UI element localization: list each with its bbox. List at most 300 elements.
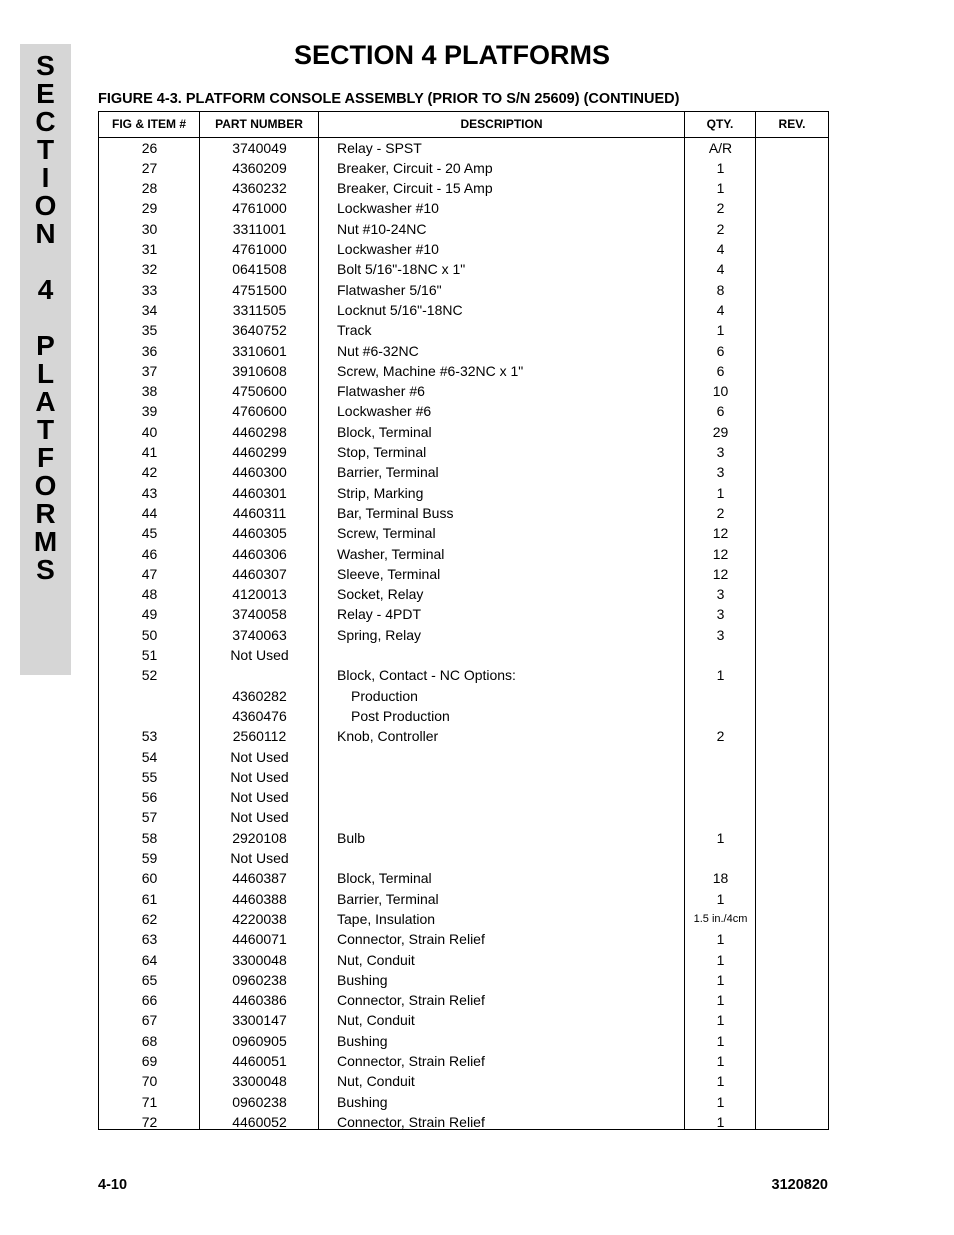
side-tab-letter: O xyxy=(34,190,57,221)
cell-description: Connector, Strain Relief xyxy=(337,992,485,1009)
cell-part-number: 4460307 xyxy=(232,565,287,582)
table-row xyxy=(99,1051,828,1071)
table-row xyxy=(99,990,828,1010)
cell-rev xyxy=(756,1112,829,1132)
cell-item: 48 xyxy=(141,586,158,603)
cell-rev xyxy=(756,544,829,564)
cell-qty xyxy=(685,645,756,665)
table-row xyxy=(99,645,828,665)
cell-part-number: 4460306 xyxy=(232,545,287,562)
cell-description: Sleeve, Terminal xyxy=(337,565,441,582)
cell-rev xyxy=(756,523,829,543)
cell-rev xyxy=(756,341,829,361)
cell-description: Connector, Strain Relief xyxy=(337,1113,485,1130)
cell-rev xyxy=(756,503,829,523)
cell-description: Lockwasher #10 xyxy=(337,241,439,257)
table-row xyxy=(99,523,828,543)
cell-item: 38 xyxy=(141,383,158,400)
cell-part-number: 3740063 xyxy=(232,626,287,643)
table-row xyxy=(99,361,828,381)
cell-rev xyxy=(756,259,829,279)
cell-rev xyxy=(756,767,829,787)
cell-description: Relay - SPST xyxy=(337,139,422,156)
table-row xyxy=(99,1031,828,1051)
cell-rev xyxy=(756,807,829,827)
side-tab-letter: T xyxy=(36,134,55,165)
cell-part-number: 4750600 xyxy=(232,383,287,400)
cell-description xyxy=(337,747,677,767)
cell-qty: 1 xyxy=(716,322,725,339)
side-tab-letter: R xyxy=(35,498,56,529)
side-tab-letter: F xyxy=(36,442,55,473)
cell-description: Bar, Terminal Buss xyxy=(337,504,454,521)
cell-rev xyxy=(756,178,829,198)
side-tab-letter: C xyxy=(35,106,56,137)
cell-rev xyxy=(756,1092,829,1112)
cell-qty: 6 xyxy=(716,362,725,379)
cell-description: Nut, Conduit xyxy=(337,951,415,968)
cell-item: 68 xyxy=(141,1032,158,1049)
table-row xyxy=(99,483,828,503)
cell-description: Bushing xyxy=(337,1032,388,1049)
table-row xyxy=(99,665,828,685)
cell-description: Connector, Strain Relief xyxy=(337,1053,485,1069)
side-tab-letter: A xyxy=(35,386,56,417)
table-row xyxy=(99,462,828,482)
cell-part-number: 0960238 xyxy=(232,971,287,988)
cell-rev xyxy=(756,1051,829,1071)
cell-qty xyxy=(685,848,756,868)
cell-rev xyxy=(756,1071,829,1091)
cell-item: 32 xyxy=(141,261,158,278)
cell-description: Lockwasher #6 xyxy=(337,403,432,420)
cell-rev xyxy=(756,219,829,239)
table-row xyxy=(99,787,828,807)
cell-rev xyxy=(756,686,829,706)
column-header-rev: REV. xyxy=(778,117,806,131)
cell-rev xyxy=(756,280,829,300)
cell-description: Nut, Conduit xyxy=(337,1012,415,1029)
cell-description xyxy=(337,787,677,807)
cell-item: 31 xyxy=(141,241,158,257)
cell-item: 45 xyxy=(141,525,158,542)
side-tab-letter: E xyxy=(36,78,55,109)
cell-item: 62 xyxy=(141,910,158,927)
cell-item: 55 xyxy=(141,768,158,785)
cell-rev xyxy=(756,361,829,381)
cell-qty xyxy=(685,747,756,767)
cell-qty: 1 xyxy=(716,890,725,907)
table-row xyxy=(99,239,828,259)
side-tab-letter: 4 xyxy=(37,274,54,305)
cell-item: 64 xyxy=(141,951,158,968)
side-tab-letter: M xyxy=(33,526,58,557)
cell-item: 26 xyxy=(141,139,158,156)
cell-qty xyxy=(685,706,756,726)
cell-description: Breaker, Circuit - 20 Amp xyxy=(337,159,493,176)
cell-item: 34 xyxy=(141,301,158,318)
cell-part-number: 4220038 xyxy=(232,910,287,927)
table-row xyxy=(99,970,828,990)
cell-item: 42 xyxy=(141,464,158,481)
table-row xyxy=(99,544,828,564)
cell-rev xyxy=(756,706,829,726)
table-row xyxy=(99,726,828,746)
cell-part-number: 3310601 xyxy=(232,342,287,359)
cell-part-number: 4460311 xyxy=(232,504,287,521)
section-title: SECTION 4 PLATFORMS xyxy=(294,40,611,70)
cell-rev xyxy=(756,970,829,990)
table-row xyxy=(99,889,828,909)
cell-item: 52 xyxy=(141,667,158,684)
cell-qty xyxy=(685,767,756,787)
cell-qty: 2 xyxy=(716,200,725,217)
cell-part-number: Not Used xyxy=(230,850,289,866)
cell-part-number: 4360282 xyxy=(232,687,287,704)
cell-part-number: Not Used xyxy=(230,809,289,826)
cell-item: 69 xyxy=(141,1053,158,1069)
column-header-part-number: PART NUMBER xyxy=(215,117,303,131)
cell-rev xyxy=(756,787,829,807)
cell-description: Spring, Relay xyxy=(337,626,422,643)
column-header-qty: QTY. xyxy=(706,117,734,131)
side-tab-letter: T xyxy=(36,414,55,445)
cell-rev xyxy=(756,950,829,970)
table-row xyxy=(99,604,828,624)
cell-qty: 12 xyxy=(712,565,729,582)
table-row xyxy=(99,686,828,706)
cell-item: 49 xyxy=(141,606,158,623)
cell-part-number: 4360476 xyxy=(232,707,287,724)
cell-part-number: 3311001 xyxy=(232,220,287,237)
cell-rev xyxy=(756,198,829,218)
table-row xyxy=(99,401,828,421)
cell-part-number: 4460299 xyxy=(232,444,287,460)
cell-item: 29 xyxy=(141,200,158,217)
cell-item: 43 xyxy=(141,484,158,501)
cell-part-number: 3300048 xyxy=(232,951,287,968)
cell-description: Bushing xyxy=(337,1093,388,1110)
cell-part-number: 4460386 xyxy=(232,992,287,1009)
cell-rev xyxy=(756,889,829,909)
cell-description: Lockwasher #10 xyxy=(337,200,439,217)
table-row xyxy=(99,706,828,726)
table-row xyxy=(99,198,828,218)
cell-description: Bolt 5/16"-18NC x 1" xyxy=(337,261,466,278)
cell-description: Tape, Insulation xyxy=(337,910,436,927)
cell-item: 61 xyxy=(141,890,158,907)
column-header-item: FIG & ITEM # xyxy=(111,117,186,131)
cell-item: 40 xyxy=(141,423,158,440)
cell-part-number: 0960238 xyxy=(232,1093,287,1110)
column-header-description: DESCRIPTION xyxy=(460,117,543,131)
cell-qty: 3 xyxy=(716,586,725,603)
cell-rev xyxy=(756,158,829,178)
cell-qty: 8 xyxy=(716,281,725,298)
cell-description: Post Production xyxy=(351,707,450,724)
cell-description xyxy=(337,848,677,868)
cell-part-number: 4761000 xyxy=(232,200,287,217)
cell-part-number: 4360209 xyxy=(232,159,287,176)
cell-description: Locknut 5/16"-18NC xyxy=(337,301,463,318)
parts-table xyxy=(98,111,829,1130)
cell-qty: 1 xyxy=(716,1032,725,1049)
cell-qty: 2 xyxy=(716,728,725,745)
cell-part-number: 3740049 xyxy=(232,139,287,156)
cell-part-number: 4460300 xyxy=(232,464,287,481)
cell-qty xyxy=(685,787,756,807)
table-row xyxy=(99,503,828,523)
cell-part-number: 2920108 xyxy=(232,829,287,846)
cell-item: 59 xyxy=(141,850,158,866)
cell-part-number: 4760600 xyxy=(232,403,287,420)
cell-rev xyxy=(756,726,829,746)
side-tab-letter: P xyxy=(36,330,55,361)
cell-rev xyxy=(756,320,829,340)
cell-part-number: 4751500 xyxy=(232,281,287,298)
cell-item: 47 xyxy=(141,565,158,582)
cell-qty: 1 xyxy=(716,971,725,988)
cell-description: Screw, Terminal xyxy=(337,525,436,542)
table-row xyxy=(99,341,828,361)
cell-qty: 1 xyxy=(716,1073,725,1090)
cell-description: Washer, Terminal xyxy=(337,545,445,562)
cell-part-number: 4460388 xyxy=(232,890,287,907)
table-row xyxy=(99,1112,828,1132)
cell-part-number: Not Used xyxy=(230,789,289,806)
cell-item: 63 xyxy=(141,931,158,948)
side-tab-letter: S xyxy=(36,50,55,81)
cell-part-number: Not Used xyxy=(230,748,289,765)
table-row xyxy=(99,564,828,584)
cell-rev xyxy=(756,645,829,665)
cell-qty: 2 xyxy=(716,220,725,237)
cell-description: Breaker, Circuit - 15 Amp xyxy=(337,180,493,197)
cell-description: Nut #10-24NC xyxy=(337,220,427,237)
cell-rev xyxy=(756,381,829,401)
cell-part-number xyxy=(200,665,319,685)
cell-qty: 4 xyxy=(716,301,725,318)
section-side-tab xyxy=(20,44,71,675)
table-row xyxy=(99,929,828,949)
cell-part-number: 3740058 xyxy=(232,606,287,623)
cell-qty: 18 xyxy=(712,870,729,887)
cell-part-number: 3640752 xyxy=(232,322,287,339)
cell-item: 44 xyxy=(141,504,158,521)
side-tab-letters xyxy=(20,52,71,584)
table-row xyxy=(99,1092,828,1112)
cell-qty: 1 xyxy=(716,829,725,846)
cell-item xyxy=(99,686,200,706)
cell-description: Block, Contact - NC Options: xyxy=(337,667,516,684)
cell-qty: 3 xyxy=(716,606,725,623)
cell-item: 36 xyxy=(141,342,158,359)
cell-item: 53 xyxy=(141,728,158,745)
cell-description: Strip, Marking xyxy=(337,484,424,501)
cell-rev xyxy=(756,909,829,929)
table-row xyxy=(99,828,828,848)
cell-part-number: 0960905 xyxy=(232,1032,287,1049)
cell-item: 54 xyxy=(141,748,158,765)
cell-item: 39 xyxy=(141,403,158,420)
cell-qty xyxy=(685,807,756,827)
cell-description: Block, Terminal xyxy=(337,423,432,440)
cell-qty: 2 xyxy=(716,504,725,521)
cell-item: 30 xyxy=(141,220,158,237)
cell-part-number: 4460301 xyxy=(232,484,287,501)
table-row xyxy=(99,1071,828,1091)
table-row xyxy=(99,807,828,827)
table-row xyxy=(99,422,828,442)
cell-qty: 1 xyxy=(716,159,725,176)
cell-item: 41 xyxy=(141,444,158,460)
cell-qty: 12 xyxy=(712,525,729,542)
cell-description: Connector, Strain Relief xyxy=(337,931,485,948)
cell-item: 70 xyxy=(141,1073,158,1090)
cell-rev xyxy=(756,239,829,259)
cell-qty: 1 xyxy=(716,1113,725,1130)
cell-part-number: 3300147 xyxy=(232,1012,287,1029)
cell-item: 58 xyxy=(141,829,158,846)
table-row xyxy=(99,158,828,178)
cell-rev xyxy=(756,300,829,320)
table-row xyxy=(99,320,828,340)
cell-item: 50 xyxy=(141,626,158,643)
cell-rev xyxy=(756,401,829,421)
cell-part-number: 4120013 xyxy=(232,586,287,603)
cell-rev xyxy=(756,138,829,158)
cell-rev xyxy=(756,462,829,482)
cell-qty: 3 xyxy=(716,444,725,460)
cell-item: 33 xyxy=(141,281,158,298)
side-tab-letter xyxy=(20,248,71,276)
cell-qty: 10 xyxy=(712,383,729,400)
cell-qty: 1 xyxy=(716,931,725,948)
cell-part-number: 0641508 xyxy=(232,261,287,278)
cell-qty: 3 xyxy=(716,626,725,643)
cell-part-number: 3311505 xyxy=(232,301,287,318)
cell-rev xyxy=(756,868,829,888)
cell-item: 51 xyxy=(141,647,158,663)
cell-qty: 1 xyxy=(716,1053,725,1069)
table-row xyxy=(99,300,828,320)
cell-qty: 1 xyxy=(716,667,725,684)
table-row xyxy=(99,280,828,300)
cell-rev xyxy=(756,1010,829,1030)
cell-rev xyxy=(756,442,829,462)
side-tab-letter: N xyxy=(35,218,56,249)
cell-qty xyxy=(685,686,756,706)
cell-part-number: 4460051 xyxy=(232,1053,287,1069)
cell-part-number: 4761000 xyxy=(232,241,287,257)
table-row xyxy=(99,868,828,888)
cell-rev xyxy=(756,1031,829,1051)
table-row xyxy=(99,178,828,198)
cell-description xyxy=(337,767,677,787)
cell-part-number: 3300048 xyxy=(232,1073,287,1090)
cell-item: 67 xyxy=(141,1012,158,1029)
cell-description: Flatwasher 5/16" xyxy=(337,281,442,298)
side-tab-letter: S xyxy=(36,554,55,585)
table-row xyxy=(99,767,828,787)
table-row xyxy=(99,950,828,970)
cell-description: Nut #6-32NC xyxy=(337,342,419,359)
cell-description: Barrier, Terminal xyxy=(337,890,439,907)
cell-rev xyxy=(756,564,829,584)
cell-rev xyxy=(756,625,829,645)
cell-item: 71 xyxy=(141,1093,158,1110)
cell-part-number: 3910608 xyxy=(232,362,287,379)
cell-qty: 1 xyxy=(716,951,725,968)
cell-qty: A/R xyxy=(708,139,733,156)
table-row xyxy=(99,1010,828,1030)
cell-qty: 1 xyxy=(716,484,725,501)
cell-description: Flatwasher #6 xyxy=(337,383,425,400)
cell-rev xyxy=(756,584,829,604)
cell-description: Socket, Relay xyxy=(337,586,424,603)
cell-item: 28 xyxy=(141,180,158,197)
cell-rev xyxy=(756,422,829,442)
cell-qty: 1.5 in./4cm xyxy=(693,912,748,925)
cell-rev xyxy=(756,929,829,949)
cell-description: Nut, Conduit xyxy=(337,1073,415,1090)
cell-qty: 4 xyxy=(716,241,725,257)
cell-part-number: Not Used xyxy=(230,647,289,663)
cell-description: Screw, Machine #6-32NC x 1" xyxy=(337,362,524,379)
side-tab-letter xyxy=(20,304,71,332)
cell-part-number: 2560112 xyxy=(232,728,287,745)
table-row xyxy=(99,219,828,239)
cell-qty: 1 xyxy=(716,992,725,1009)
side-tab-letter: O xyxy=(34,470,57,501)
cell-item: 57 xyxy=(141,809,158,826)
side-tab-letter: L xyxy=(36,358,55,389)
cell-rev xyxy=(756,747,829,767)
cell-part-number: 4460071 xyxy=(232,931,287,948)
table-row xyxy=(99,138,828,158)
cell-qty: 1 xyxy=(716,1012,725,1029)
cell-item: 65 xyxy=(141,971,158,988)
cell-item: 46 xyxy=(141,545,158,562)
table-row xyxy=(99,909,828,929)
cell-qty: 1 xyxy=(716,1093,725,1110)
cell-item: 66 xyxy=(141,992,158,1009)
cell-part-number: 4460052 xyxy=(232,1113,287,1130)
cell-description xyxy=(337,807,677,827)
table-row xyxy=(99,848,828,868)
cell-qty: 4 xyxy=(716,261,725,278)
cell-rev xyxy=(756,604,829,624)
page-number: 4-10 xyxy=(98,1177,128,1193)
cell-description: Production xyxy=(351,687,418,704)
table-row xyxy=(99,442,828,462)
table-row xyxy=(99,381,828,401)
cell-item: 37 xyxy=(141,362,158,379)
cell-description: Bushing xyxy=(337,971,388,988)
cell-qty: 6 xyxy=(716,342,725,359)
figure-title: FIGURE 4-3. PLATFORM CONSOLE ASSEMBLY (PRIOR TO S/N 25609) (CONTINUED) xyxy=(98,91,680,107)
cell-description: Barrier, Terminal xyxy=(337,464,439,481)
cell-description xyxy=(337,645,677,665)
cell-part-number: 4460298 xyxy=(232,423,287,440)
cell-qty: 6 xyxy=(716,403,725,420)
cell-rev xyxy=(756,828,829,848)
cell-item: 60 xyxy=(141,870,158,887)
side-tab-letter: I xyxy=(41,162,50,193)
cell-item xyxy=(99,706,200,726)
cell-description: Stop, Terminal xyxy=(337,444,427,460)
cell-description: Bulb xyxy=(337,829,366,846)
